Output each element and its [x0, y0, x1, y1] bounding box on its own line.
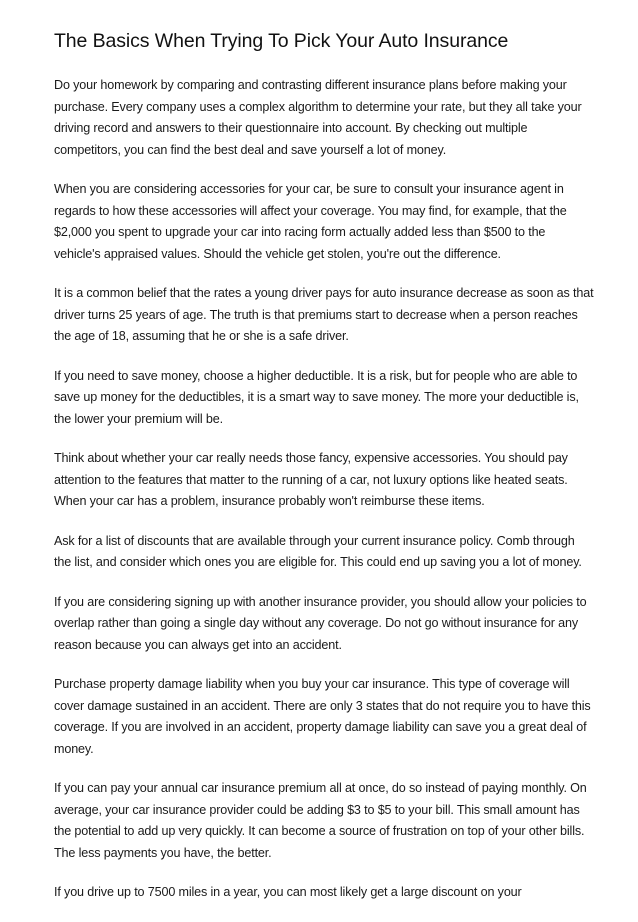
- paragraph-annual-premium: If you can pay your annual car insurance premium all at once, do so instead of paying monthly. On average, your car insurance provider could be adding $3 to $5 to your bill. This small amount has the potential to add up very quickly. It can become a source of frustration on top of your other bills. The less payments you have, the better.: [54, 781, 587, 860]
- paragraph-expensive-accessories: Think about whether your car really needs those fancy, expensive accessories. You should pay attention to the features that matter to the running of a car, not luxury options like heated seats. When your car has a problem, insurance probably won't reimburse these items.: [54, 451, 568, 508]
- document-page: [54, 30, 594, 922]
- paragraph-discounts: Ask for a list of discounts that are available through your current insurance policy. Comb through the list, and consider which ones you are eligible for. This could end up saving you a lot of money.: [54, 533, 582, 569]
- paragraph-mileage: If you drive up to 7500 miles in a year, you can most likely get a large discount on your: [54, 885, 522, 899]
- paragraph-property-damage: Purchase property damage liability when you buy your car insurance. This type of coverage will cover damage sustained in an accident. There are only 3 states that do not require you to have this coverage. If you are involved in an accident, property damage liability can save you a great deal of money.: [54, 677, 591, 756]
- paragraph-accessories-agent: When you are considering accessories for your car, be sure to consult your insurance agent in regards to how these accessories will affect your coverage. You may find, for example, that the $2,000 you spent to upgrade your car into racing form actually added less than $500 to the vehicle's appraised values. Should the vehicle get stolen, you're out the difference.: [54, 182, 567, 261]
- paragraph-overlap-policies: If you are considering signing up with another insurance provider, you should allow your policies to overlap rather than going a single day without any coverage. Do not go without insurance for any reason because you can always get into an accident.: [54, 594, 587, 652]
- paragraph-young-driver: It is a common belief that the rates a young driver pays for auto insurance decrease as soon as that driver turns 25 years of age. The truth is that premiums start to decrease when a person reaches the age of 18, assuming that he or she is a safe driver.: [54, 286, 594, 343]
- paragraph-deductible: If you need to save money, choose a higher deductible. It is a risk, but for people who are able to save up money for the deductibles, it is a smart way to save money. The more your deductible is, the lower your premium will be.: [54, 368, 579, 426]
- document-title: The Basics When Trying To Pick Your Auto Insurance: [54, 30, 509, 52]
- paragraph-homework: Do your homework by comparing and contrasting different insurance plans before making your purchase. Every company uses a complex algorithm to determine your rate, but they all take your driving record and answers to their questionnaire into account. By checking out multiple competitors, you can find the best deal and save yourself a lot of money.: [54, 78, 582, 157]
